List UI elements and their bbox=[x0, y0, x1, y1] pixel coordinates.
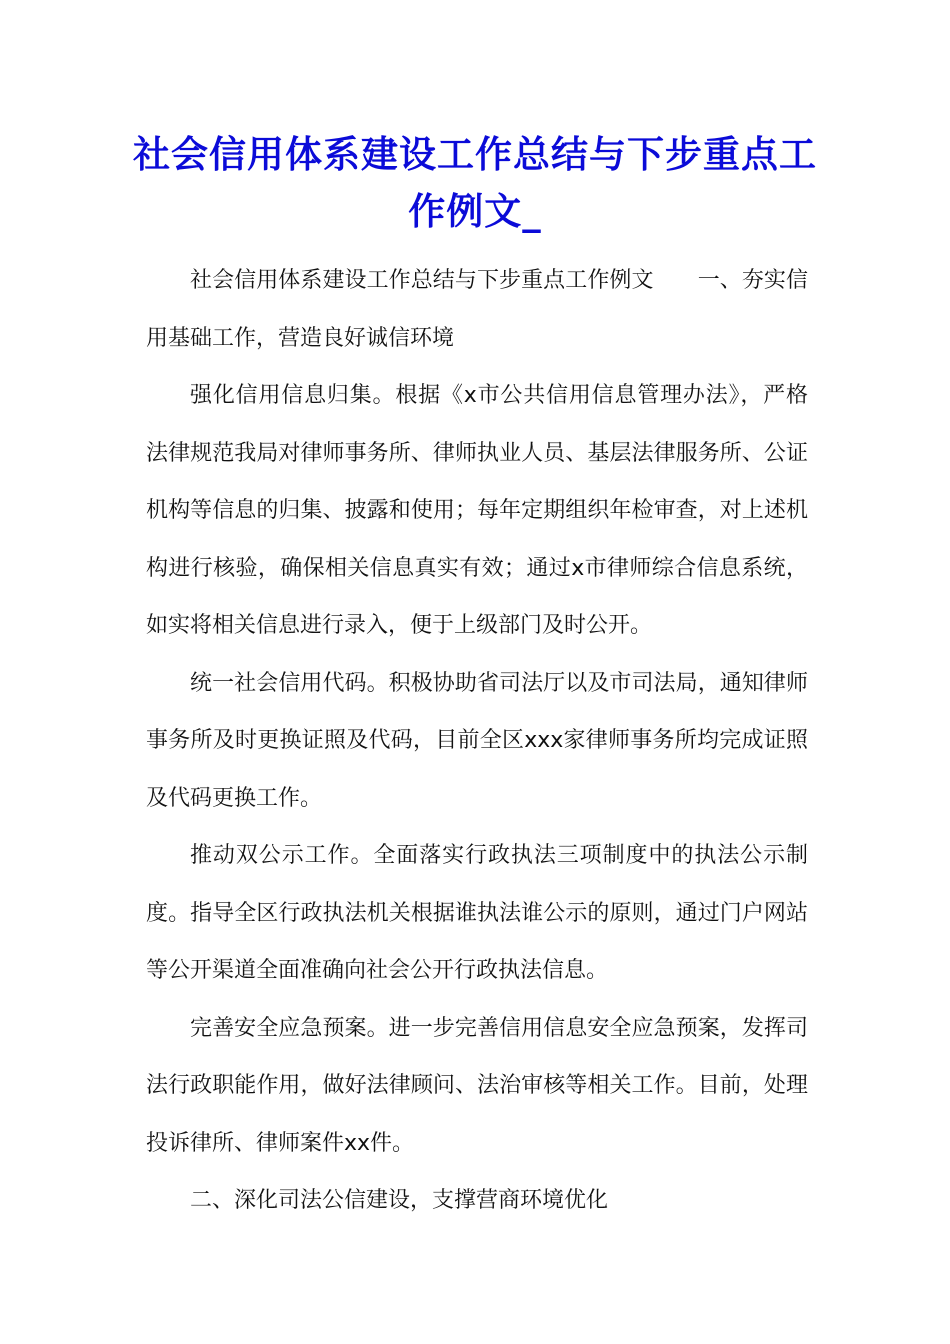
section-heading-two: 二、深化司法公信建设，支撑营商环境优化 bbox=[190, 1188, 609, 1213]
document-title: 社会信用体系建设工作总结与下步重点工作例文_ bbox=[133, 132, 817, 233]
paragraph-credit-info-collection: 强化信用信息归集。根据《x市公共信用信息管理办法》，严格法律规范我局对律师事务所、律师执业人员、基层法律服务所、公证机构等信息的归集、披露和使用；每年定期组织年检审查，对上述机构进行核验，确保相关信息真实有效；通过x市律师综合信息系统，如实将相关信息进行录入，便于上级部门及时公开。 bbox=[146, 383, 808, 638]
paragraph-emergency-plan: 完善安全应急预案。进一步完善信用信息安全应急预案，发挥司法行政职能作用，做好法律顾问、法治审核等相关工作。目前，处理投诉律所、律师案件xx件。 bbox=[146, 1015, 808, 1156]
paragraph-double-publicity: 推动双公示工作。全面落实行政执法三项制度中的执法公示制度。指导全区行政执法机关根据谁执法谁公示的原则，通过门户网站等公开渠道全面准确向社会公开行政执法信息。 bbox=[146, 843, 808, 983]
paragraph-unified-credit-code: 统一社会信用代码。积极协助省司法厅以及市司法局，通知律师事务所及时更换证照及代码，目前全区xxx家律师事务所均完成证照及代码更换工作。 bbox=[146, 670, 808, 811]
paragraph-intro: 社会信用体系建设工作总结与下步重点工作例文 一、夯实信用基础工作，营造良好诚信环境 bbox=[146, 268, 808, 351]
document-body bbox=[146, 252, 808, 1230]
